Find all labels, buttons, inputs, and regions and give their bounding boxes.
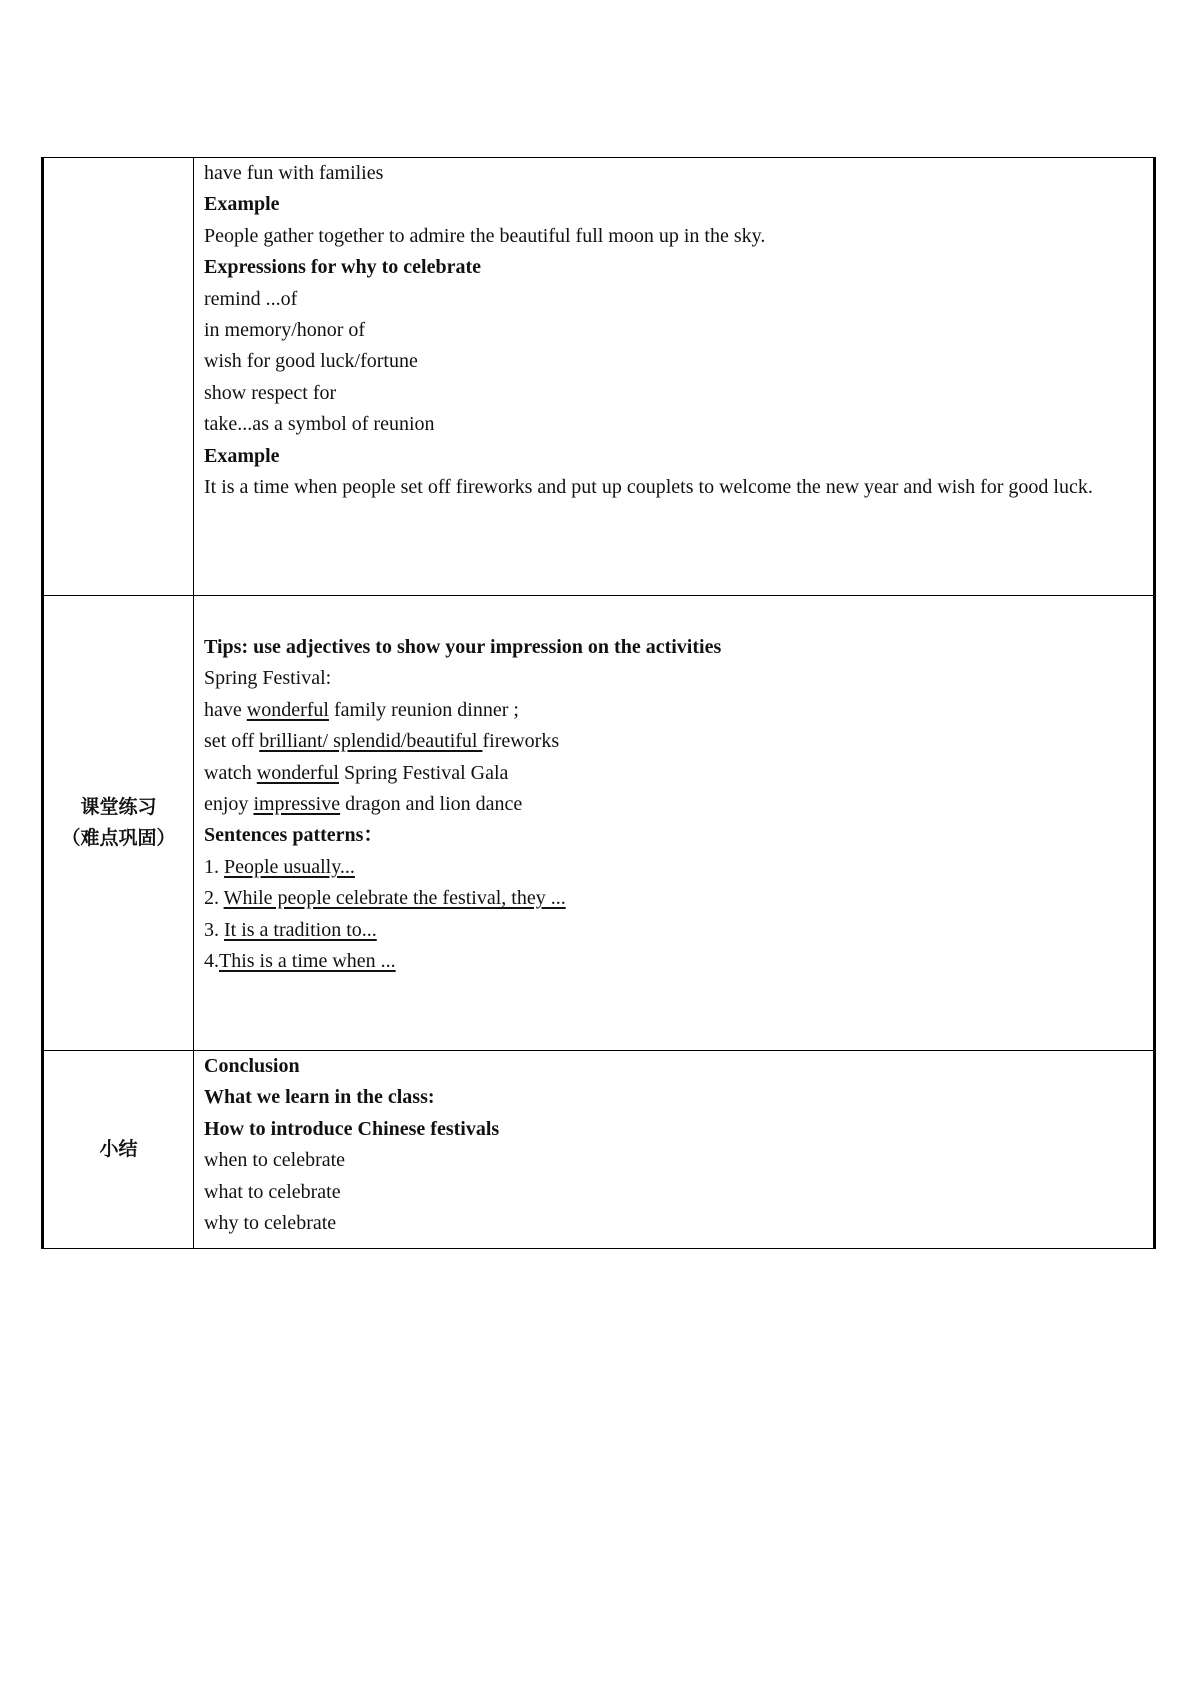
text-line: why to celebrate (204, 1211, 337, 1234)
text-span: have (204, 698, 247, 721)
activity-line (204, 695, 1153, 726)
text-span: enjoy (204, 792, 254, 815)
row-label-summary: 小结 (43, 1051, 194, 1249)
row-label-empty (43, 158, 194, 596)
text-line: when to celebrate (204, 1149, 346, 1172)
table-row-expressions (43, 158, 1155, 596)
text-line: what to celebrate (204, 1180, 341, 1203)
conclusion-heading: Conclusion (204, 1055, 300, 1077)
expressions-heading: Expressions for why to celebrate (204, 256, 482, 279)
table-row-summary (43, 1051, 1155, 1249)
text-line: take...as a symbol of reunion (204, 413, 435, 436)
row-content-practice (194, 596, 1155, 1051)
text-span: 3. (204, 918, 224, 941)
underlined-pattern: This is a time when ... (219, 949, 396, 972)
text-span: 2. (204, 887, 224, 910)
underlined-adjective: wonderful (256, 761, 339, 784)
patterns-heading: Sentences patterns： (204, 824, 384, 847)
text-line: wish for good luck/fortune (204, 350, 418, 373)
underlined-adjective: brilliant/ splendid/beautiful (259, 730, 483, 753)
text-span: 4. (204, 949, 219, 972)
pattern-line (204, 946, 1153, 977)
row-content-expressions (194, 158, 1155, 596)
underlined-pattern: It is a tradition to... (224, 918, 377, 941)
underlined-pattern: While people celebrate the festival, they ... (223, 887, 566, 910)
text-line: have fun with families (204, 162, 384, 184)
pattern-line (204, 883, 1153, 914)
learn-heading: What we learn in the class: (204, 1086, 435, 1109)
text-span: watch (204, 761, 257, 784)
activity-line (204, 726, 1153, 757)
text-span: set off (204, 730, 260, 753)
activity-line (204, 789, 1153, 820)
activity-line (204, 758, 1153, 789)
text-line: remind ...of (204, 287, 298, 310)
example-heading: Example (204, 444, 280, 467)
underlined-pattern: People usually... (224, 855, 355, 878)
pattern-line (204, 915, 1153, 946)
row-content-summary (194, 1051, 1155, 1249)
text-line: Spring Festival: (204, 667, 332, 690)
text-span: dragon and lion dance (340, 792, 523, 815)
example-heading: Example (204, 193, 280, 216)
text-line: It is a time when people set off fireworks and put up couplets to welcome the new year and wish for good luck. (204, 475, 1093, 498)
underlined-adjective: wonderful (246, 698, 329, 721)
text-span: fireworks (482, 730, 560, 753)
table-row-practice (43, 596, 1155, 1051)
pattern-line (204, 852, 1153, 883)
underlined-adjective: impressive (253, 792, 341, 815)
how-heading: How to introduce Chinese festivals (204, 1117, 500, 1140)
text-span: family reunion dinner ; (328, 698, 519, 721)
label-line: 课堂练习 (80, 796, 157, 818)
text-line: People gather together to admire the beautiful full moon up in the sky. (204, 224, 766, 247)
text-span: Spring Festival Gala (338, 761, 509, 784)
row-label-practice (43, 596, 194, 1051)
text-line: in memory/honor of (204, 318, 366, 341)
label-line: （难点巩固） (61, 827, 176, 849)
text-line: show respect for (204, 381, 337, 404)
lesson-plan-table (41, 157, 1156, 1249)
text-span: 1. (204, 855, 224, 878)
tips-heading: Tips: use adjectives to show your impression on the activities (204, 636, 722, 658)
